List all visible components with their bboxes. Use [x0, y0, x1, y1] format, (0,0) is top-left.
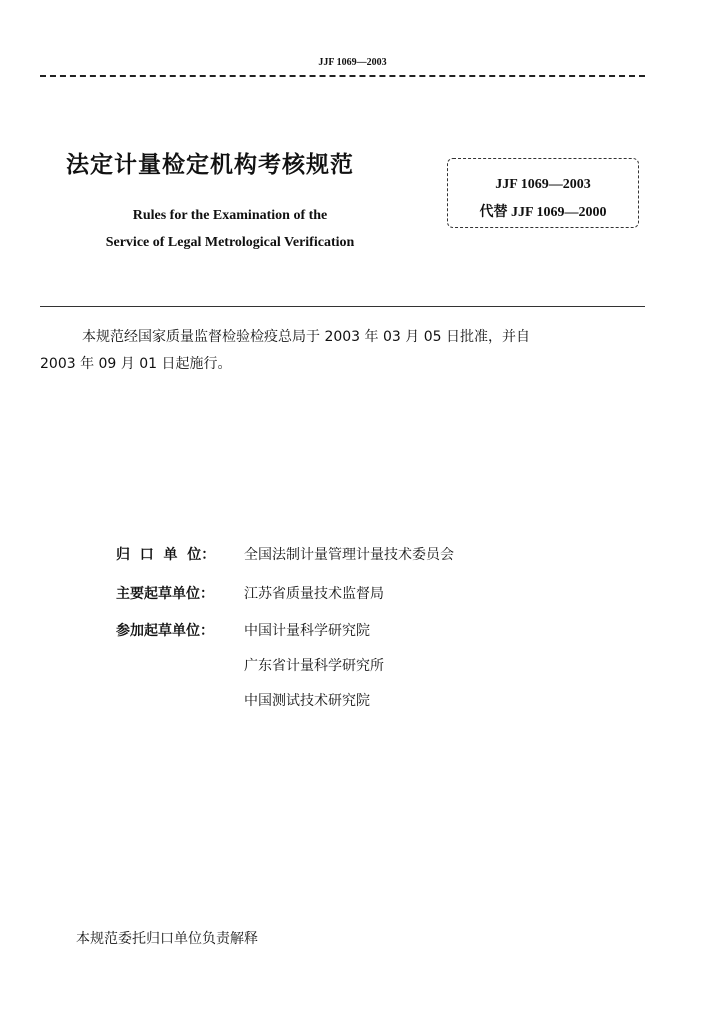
- top-divider: [40, 75, 645, 77]
- title-english-line1: Rules for the Examination of the: [132, 208, 328, 223]
- responsible-unit-value: 全国法制计量管理计量技术委员会: [244, 547, 454, 563]
- participating-drafter-row: [116, 655, 384, 675]
- responsible-unit-label: 归 口 单 位：: [116, 547, 216, 563]
- responsible-unit-row: [116, 544, 454, 564]
- middle-divider: [40, 306, 645, 307]
- approval-line1: 本规范经国家质量监督检验检疫总局于 2003 年 03 月 05 日批准，并自: [82, 329, 530, 345]
- title-chinese: 法定计量检定机构考核规范: [66, 152, 354, 178]
- approval-line2: 2003 年 09 月 01 日起施行。: [40, 356, 232, 372]
- participating-drafter-label: 参加起草单位：: [116, 623, 214, 639]
- standard-code: JJF 1069—2003: [495, 177, 591, 192]
- participating-drafter-row: [116, 620, 370, 640]
- replaces-code: 代替 JJF 1069—2000: [479, 205, 607, 220]
- interpretation-note: 本规范委托归口单位负责解释: [76, 931, 258, 947]
- standard-code-box: [447, 158, 639, 228]
- title-english-line2: Service of Legal Metrological Verification: [105, 235, 355, 250]
- main-drafter-row: [116, 583, 384, 603]
- approval-statement: [40, 324, 645, 378]
- participating-drafter-row: [116, 690, 370, 710]
- title-english: [60, 202, 400, 256]
- participating-drafter-value: 中国计量科学研究院: [244, 623, 370, 639]
- main-drafter-label: 主要起草单位：: [116, 586, 214, 602]
- participating-drafter-value: 中国测试技术研究院: [244, 693, 370, 709]
- main-drafter-value: 江苏省质量技术监督局: [244, 586, 384, 602]
- participating-drafter-value: 广东省计量科学研究所: [244, 658, 384, 674]
- header-standard-code: JJF 1069—2003: [318, 57, 387, 68]
